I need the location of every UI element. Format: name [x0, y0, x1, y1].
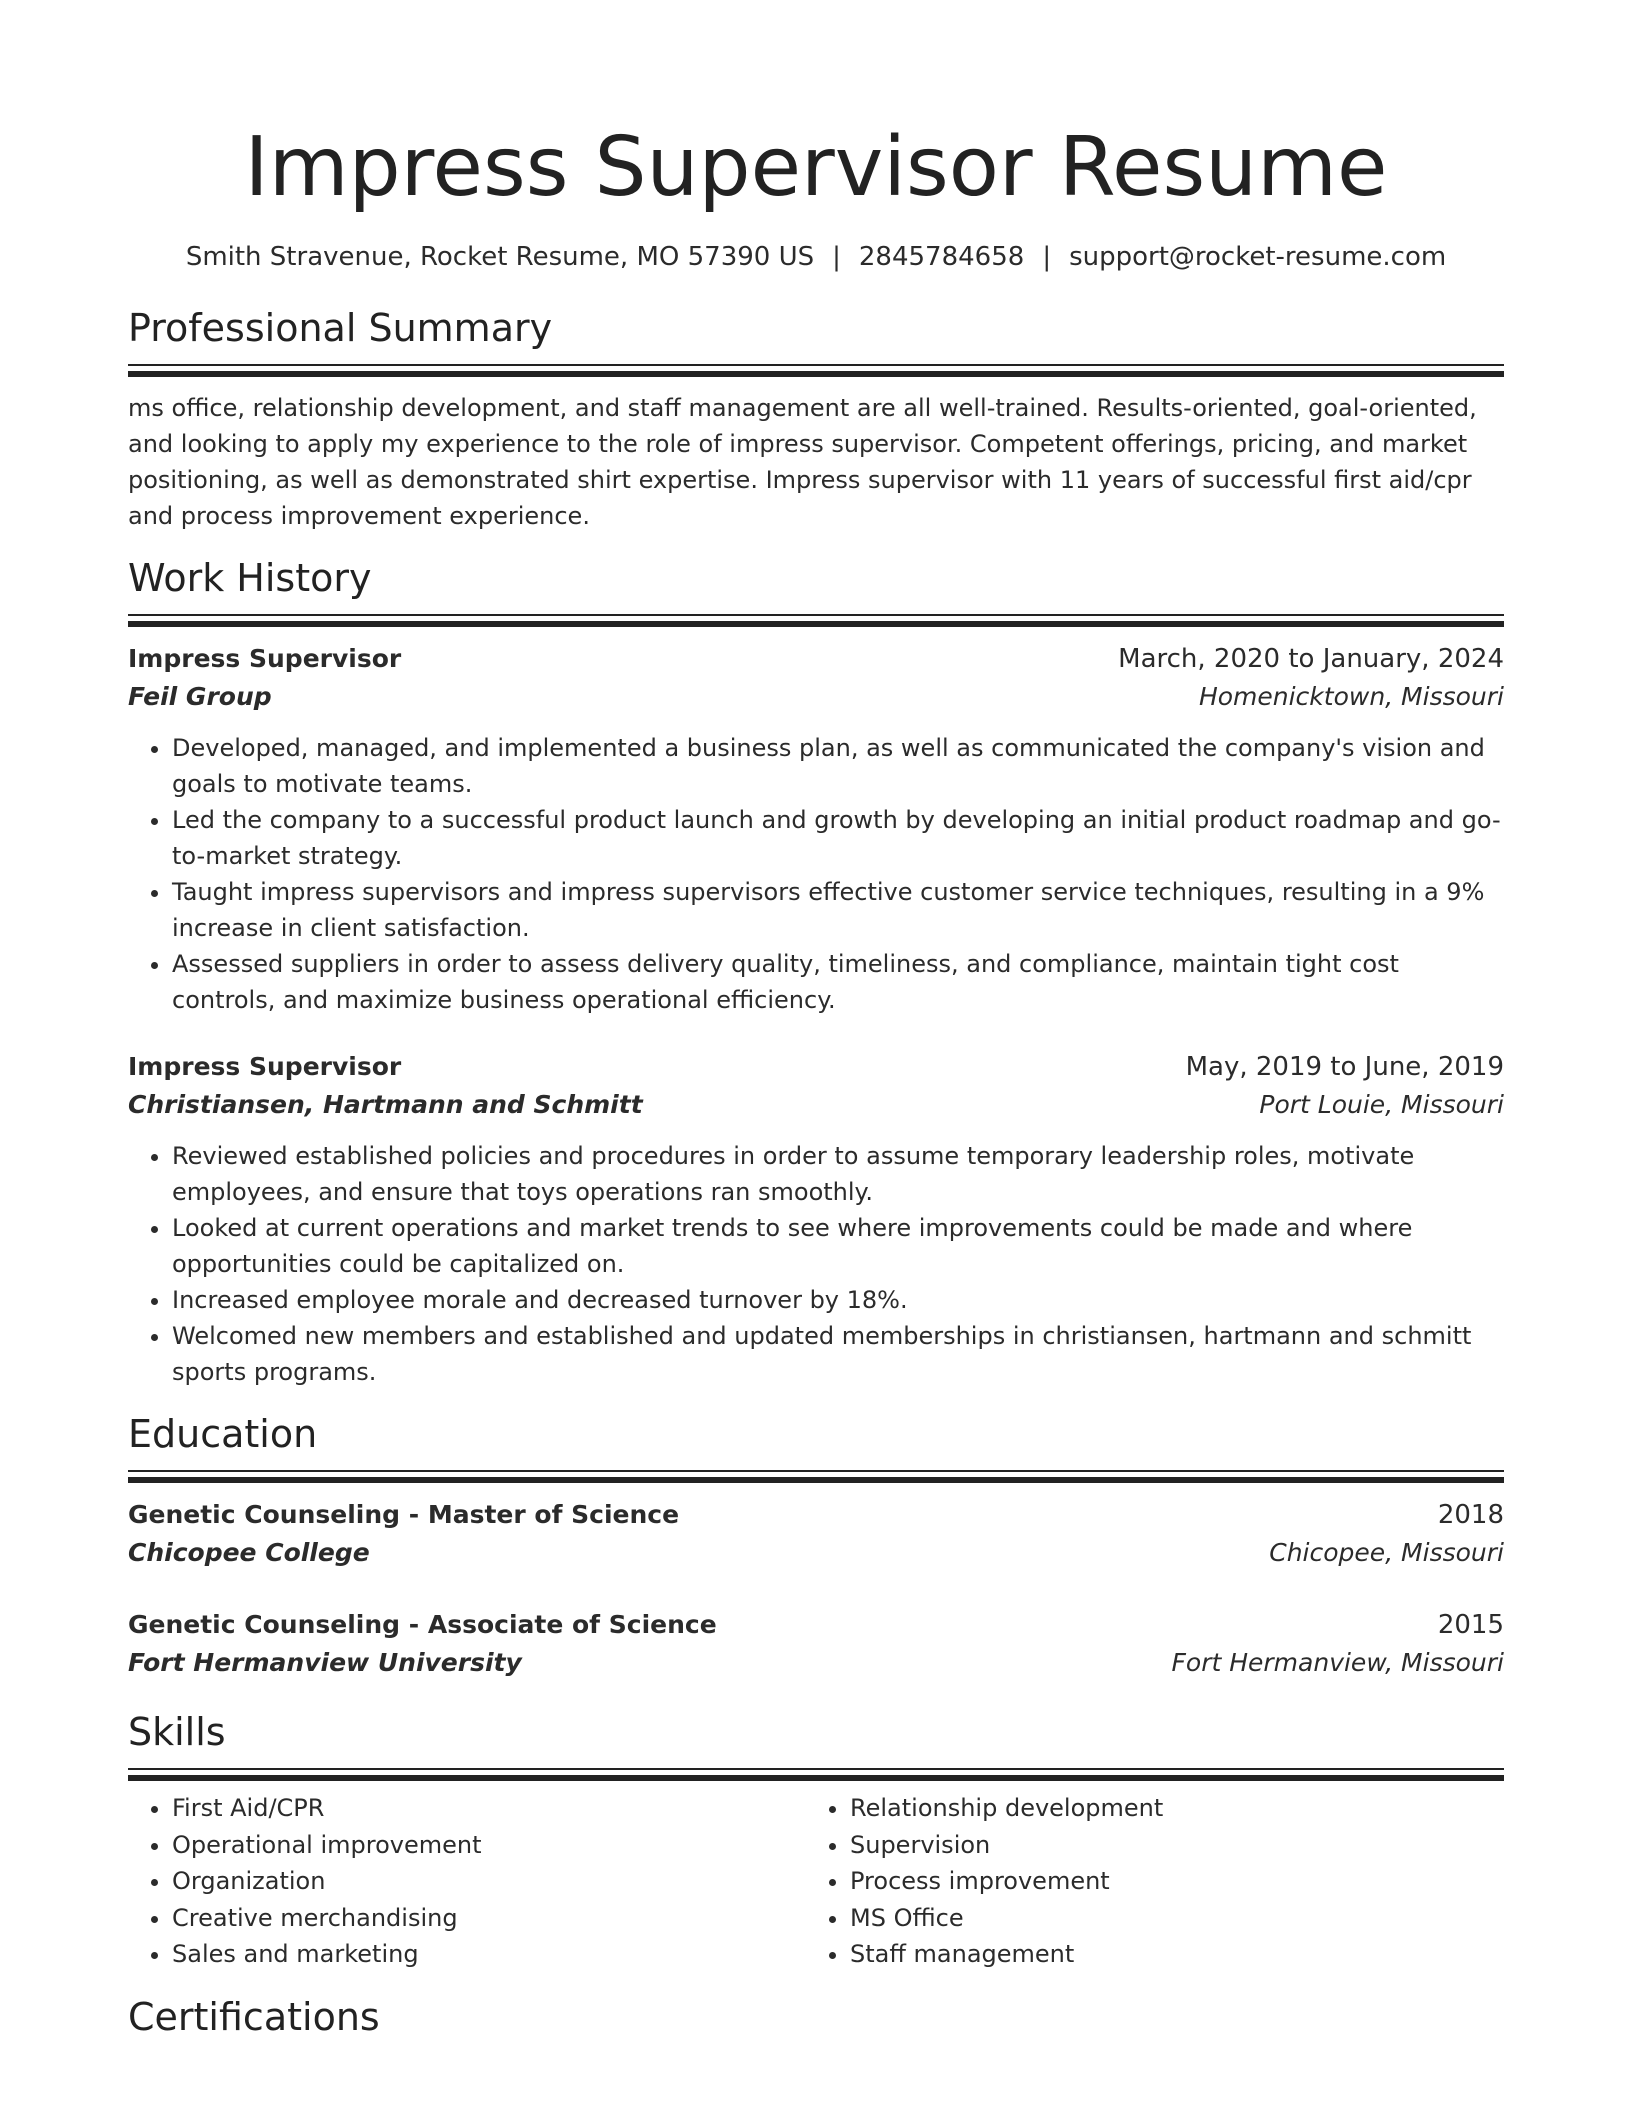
- list-item: • Taught impress supervisors and impress supervisors effective customer service techniques, resulting in a 9% increase in client satisfaction.: [172, 874, 1504, 946]
- summary-text: ms office, relationship development, and staff management are all well-trained. Results-oriented, goal-oriented, and looking to apply my experience to the role of impress supervisor. Competent offerings, pricing, and market positioning, as well as demonstrated shirt expertise. Impress supervisor with 11 years of successful first aid/cpr and process improvement experience.: [128, 394, 1477, 530]
- skills-list: [128, 1790, 1504, 1973]
- job-location: Port Louie, Missouri: [1259, 1090, 1504, 1119]
- skills-column-left: [128, 1790, 806, 1973]
- skill-item: • Relationship development: [850, 1790, 1484, 1827]
- degree-year: 2018: [1437, 1500, 1504, 1530]
- job-entry: [128, 640, 1504, 1018]
- skill-item: • MS Office: [850, 1900, 1484, 1937]
- skills-section: [128, 1708, 1504, 1973]
- list-item: • Developed, managed, and implemented a business plan, as well as communicated the company's vision and goals to motivate teams.: [172, 730, 1504, 802]
- list-item: • Welcomed new members and established and updated memberships in christiansen, hartmann and schmitt sports programs.: [172, 1318, 1504, 1390]
- degree-title: Genetic Counseling - Associate of Science: [128, 1610, 717, 1639]
- job-bullets: [128, 730, 1504, 1018]
- job-location: Homenicktown, Missouri: [1198, 682, 1504, 711]
- education-entry: [128, 1496, 1504, 1572]
- skill-item: • First Aid/CPR: [172, 1790, 806, 1827]
- job-company: Christiansen, Hartmann and Schmitt: [128, 1090, 643, 1119]
- certifications-section: [128, 1993, 1504, 2041]
- skill-item: • Process improvement: [850, 1863, 1484, 1900]
- skill-item: • Sales and marketing: [172, 1936, 806, 1973]
- job-entry: [128, 1048, 1504, 1390]
- work-heading: Work History: [128, 556, 372, 600]
- resume-title: Impress Supervisor Resume: [244, 120, 1388, 215]
- degree-year: 2015: [1437, 1610, 1504, 1640]
- skill-item: • Operational improvement: [172, 1827, 806, 1864]
- school-location: Fort Hermanview, Missouri: [1171, 1648, 1504, 1677]
- contact-address: Smith Stravenue, Rocket Resume, MO 57390 US: [185, 242, 815, 272]
- school-name: Fort Hermanview University: [128, 1648, 522, 1677]
- school-location: Chicopee, Missouri: [1269, 1538, 1504, 1567]
- skill-item: • Supervision: [850, 1827, 1484, 1864]
- skill-item: • Organization: [172, 1863, 806, 1900]
- list-item: • Reviewed established policies and procedures in order to assume temporary leadership roles, motivate employees, and ensure that toys operations ran smoothly.: [172, 1138, 1504, 1210]
- school-name: Chicopee College: [128, 1538, 370, 1567]
- list-item: • Increased employee morale and decreased turnover by 18%.: [172, 1282, 1504, 1318]
- contact-phone: 2845784658: [858, 242, 1025, 272]
- certifications-heading: Certifications: [128, 1994, 380, 2039]
- education-entry: [128, 1606, 1504, 1682]
- resume-page: [128, 0, 1504, 2041]
- skill-item: • Staff management: [850, 1936, 1484, 1973]
- contact-line: [128, 242, 1504, 272]
- list-item: • Assessed suppliers in order to assess delivery quality, timeliness, and compliance, maintain tight cost controls, and maximize business operational efficiency.: [172, 946, 1504, 1018]
- section-divider: [128, 1768, 1504, 1778]
- job-dates: March, 2020 to January, 2024: [1118, 644, 1504, 674]
- job-dates: May, 2019 to June, 2019: [1185, 1052, 1504, 1082]
- education-section: [128, 1410, 1504, 1682]
- skill-item: • Creative merchandising: [172, 1900, 806, 1937]
- job-company: Feil Group: [128, 682, 272, 711]
- list-item: • Looked at current operations and market trends to see where improvements could be made and where opportunities could be capitalized on.: [172, 1210, 1504, 1282]
- skills-column-right: [806, 1790, 1484, 1973]
- contact-separator: |: [832, 242, 841, 272]
- job-bullets: [128, 1138, 1504, 1390]
- contact-email: support@rocket-resume.com: [1069, 242, 1447, 272]
- list-item: • Led the company to a successful product launch and growth by developing an initial product roadmap and go-to-market strategy.: [172, 802, 1504, 874]
- summary-heading: Professional Summary: [128, 306, 553, 350]
- contact-separator: |: [1042, 242, 1052, 272]
- section-divider: [128, 1470, 1504, 1480]
- section-divider: [128, 614, 1504, 624]
- degree-title: Genetic Counseling - Master of Science: [128, 1500, 680, 1529]
- job-title: Impress Supervisor: [128, 644, 402, 673]
- section-divider: [128, 364, 1504, 374]
- summary-section: [128, 304, 1504, 534]
- skills-heading: Skills: [128, 1710, 226, 1754]
- work-section: [128, 554, 1504, 1390]
- job-title: Impress Supervisor: [128, 1052, 402, 1081]
- education-heading: Education: [128, 1412, 318, 1456]
